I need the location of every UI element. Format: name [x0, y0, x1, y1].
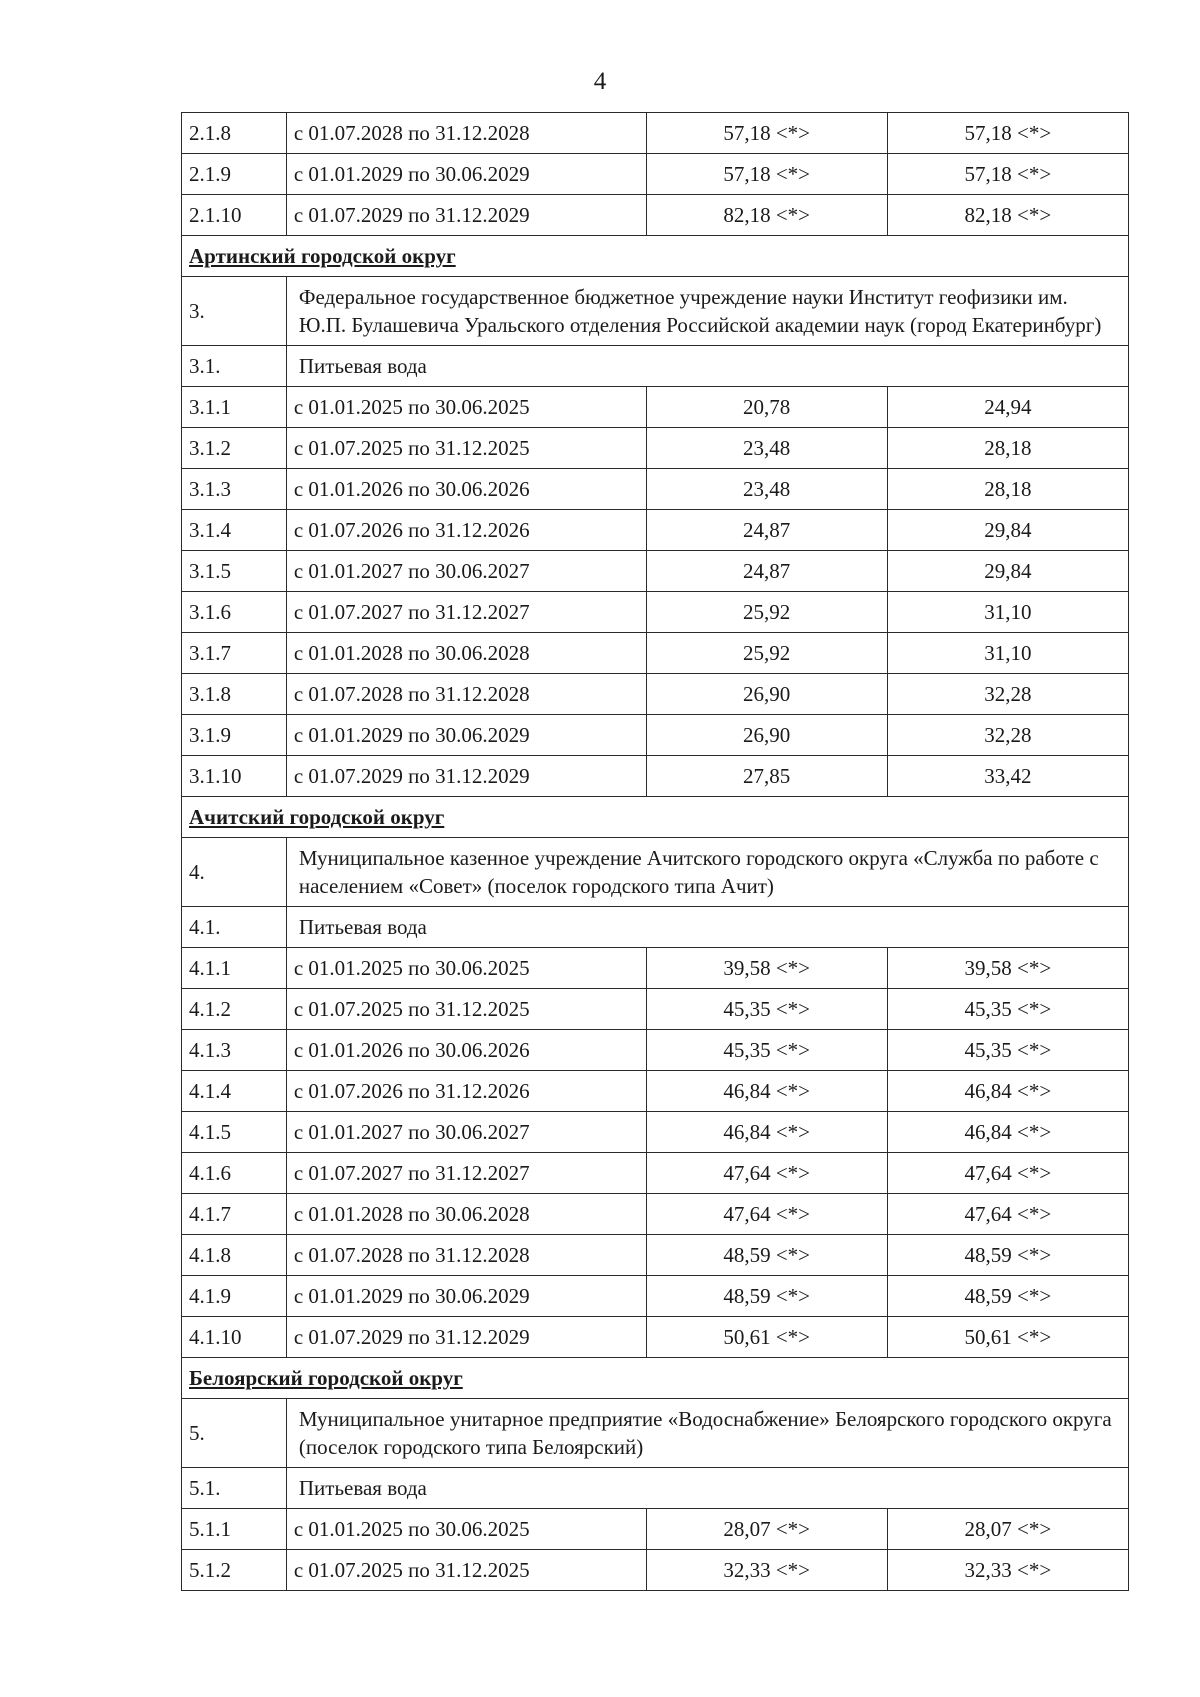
tariff-table — [181, 112, 1129, 1591]
service-number-cell: 3.1. — [182, 346, 287, 387]
row-number-cell: 4.1.6 — [182, 1153, 287, 1194]
tariff-value-vat-cell: 32,28 — [887, 715, 1128, 756]
period-cell: с 01.01.2028 по 30.06.2028 — [286, 633, 646, 674]
service-number-cell: 4.1. — [182, 907, 287, 948]
organization-name-cell: Муниципальное унитарное предприятие «Водоснабжение» Белоярского городского округа (поселок городского типа Белоярский) — [286, 1399, 1128, 1468]
period-cell: с 01.07.2026 по 31.12.2026 — [286, 510, 646, 551]
tariff-value-cell: 39,58 <*> — [646, 948, 887, 989]
tariff-value-vat-cell: 47,64 <*> — [887, 1153, 1128, 1194]
tariff-value-vat-cell: 50,61 <*> — [887, 1317, 1128, 1358]
period-cell: с 01.01.2029 по 30.06.2029 — [286, 154, 646, 195]
tariff-row — [182, 1071, 1129, 1112]
tariff-value-vat-cell: 82,18 <*> — [887, 195, 1128, 236]
tariff-value-vat-cell: 28,18 — [887, 428, 1128, 469]
period-cell: с 01.01.2028 по 30.06.2028 — [286, 1194, 646, 1235]
tariff-value-cell: 48,59 <*> — [646, 1235, 887, 1276]
service-row — [182, 1468, 1129, 1509]
tariff-value-vat-cell: 24,94 — [887, 387, 1128, 428]
tariff-value-vat-cell: 28,18 — [887, 469, 1128, 510]
tariff-value-vat-cell: 29,84 — [887, 551, 1128, 592]
row-number-cell: 4.1.2 — [182, 989, 287, 1030]
row-number-cell: 4.1.3 — [182, 1030, 287, 1071]
organization-number-cell: 4. — [182, 838, 287, 907]
tariff-row — [182, 1509, 1129, 1550]
tariff-value-cell: 47,64 <*> — [646, 1153, 887, 1194]
period-cell: с 01.01.2029 по 30.06.2029 — [286, 1276, 646, 1317]
tariff-value-cell: 23,48 — [646, 469, 887, 510]
service-name-cell: Питьевая вода — [286, 907, 1128, 948]
period-cell: с 01.01.2029 по 30.06.2029 — [286, 715, 646, 756]
tariff-row — [182, 633, 1129, 674]
row-number-cell: 3.1.6 — [182, 592, 287, 633]
tariff-value-cell: 57,18 <*> — [646, 113, 887, 154]
period-cell: с 01.07.2028 по 31.12.2028 — [286, 113, 646, 154]
tariff-value-vat-cell: 32,28 — [887, 674, 1128, 715]
tariff-row — [182, 551, 1129, 592]
period-cell: с 01.01.2025 по 30.06.2025 — [286, 1509, 646, 1550]
row-number-cell: 3.1.8 — [182, 674, 287, 715]
section-title: Ачитский городской округ — [189, 805, 445, 829]
tariff-value-cell: 48,59 <*> — [646, 1276, 887, 1317]
tariff-row — [182, 715, 1129, 756]
section-row — [182, 1358, 1129, 1399]
tariff-value-cell: 28,07 <*> — [646, 1509, 887, 1550]
period-cell: с 01.01.2025 по 30.06.2025 — [286, 948, 646, 989]
period-cell: с 01.07.2025 по 31.12.2025 — [286, 428, 646, 469]
tariff-table-body — [182, 113, 1129, 1591]
service-name-cell: Питьевая вода — [286, 346, 1128, 387]
tariff-row — [182, 1194, 1129, 1235]
tariff-row — [182, 154, 1129, 195]
tariff-value-vat-cell: 31,10 — [887, 592, 1128, 633]
tariff-row — [182, 1153, 1129, 1194]
tariff-row — [182, 1550, 1129, 1591]
service-number-cell: 5.1. — [182, 1468, 287, 1509]
tariff-value-vat-cell: 32,33 <*> — [887, 1550, 1128, 1591]
tariff-value-cell: 25,92 — [646, 633, 887, 674]
organization-number-cell: 3. — [182, 277, 287, 346]
page-number: 4 — [593, 68, 607, 95]
period-cell: с 01.01.2026 по 30.06.2026 — [286, 1030, 646, 1071]
tariff-value-cell: 24,87 — [646, 510, 887, 551]
organization-row — [182, 838, 1129, 907]
row-number-cell: 4.1.8 — [182, 1235, 287, 1276]
row-number-cell: 4.1.5 — [182, 1112, 287, 1153]
tariff-value-vat-cell: 46,84 <*> — [887, 1112, 1128, 1153]
tariff-row — [182, 1317, 1129, 1358]
period-cell: с 01.07.2025 по 31.12.2025 — [286, 989, 646, 1030]
row-number-cell: 3.1.3 — [182, 469, 287, 510]
tariff-value-vat-cell: 39,58 <*> — [887, 948, 1128, 989]
period-cell: с 01.07.2029 по 31.12.2029 — [286, 195, 646, 236]
row-number-cell: 4.1.9 — [182, 1276, 287, 1317]
organization-number-cell: 5. — [182, 1399, 287, 1468]
period-cell: с 01.01.2027 по 30.06.2027 — [286, 1112, 646, 1153]
period-cell: с 01.07.2025 по 31.12.2025 — [286, 1550, 646, 1591]
tariff-value-cell: 25,92 — [646, 592, 887, 633]
tariff-row — [182, 469, 1129, 510]
row-number-cell: 3.1.5 — [182, 551, 287, 592]
tariff-value-cell: 46,84 <*> — [646, 1071, 887, 1112]
period-cell: с 01.01.2025 по 30.06.2025 — [286, 387, 646, 428]
tariff-value-vat-cell: 33,42 — [887, 756, 1128, 797]
service-row — [182, 907, 1129, 948]
tariff-value-cell: 57,18 <*> — [646, 154, 887, 195]
tariff-value-cell: 26,90 — [646, 674, 887, 715]
organization-row — [182, 277, 1129, 346]
tariff-row — [182, 989, 1129, 1030]
tariff-value-cell: 20,78 — [646, 387, 887, 428]
period-cell: с 01.07.2029 по 31.12.2029 — [286, 756, 646, 797]
row-number-cell: 4.1.7 — [182, 1194, 287, 1235]
tariff-value-vat-cell: 57,18 <*> — [887, 154, 1128, 195]
row-number-cell: 5.1.2 — [182, 1550, 287, 1591]
period-cell: с 01.07.2028 по 31.12.2028 — [286, 1235, 646, 1276]
tariff-row — [182, 1112, 1129, 1153]
row-number-cell: 3.1.10 — [182, 756, 287, 797]
period-cell: с 01.07.2027 по 31.12.2027 — [286, 592, 646, 633]
tariff-value-vat-cell: 46,84 <*> — [887, 1071, 1128, 1112]
tariff-value-vat-cell: 48,59 <*> — [887, 1276, 1128, 1317]
row-number-cell: 3.1.4 — [182, 510, 287, 551]
period-cell: с 01.01.2026 по 30.06.2026 — [286, 469, 646, 510]
tariff-row — [182, 756, 1129, 797]
tariff-row — [182, 592, 1129, 633]
tariff-value-cell: 82,18 <*> — [646, 195, 887, 236]
tariff-value-cell: 24,87 — [646, 551, 887, 592]
section-title-cell — [182, 1358, 1129, 1399]
tariff-row — [182, 1235, 1129, 1276]
tariff-row — [182, 1030, 1129, 1071]
tariff-row — [182, 387, 1129, 428]
organization-name-cell: Муниципальное казенное учреждение Ачитского городского округа «Служба по работе с населением «Совет» (поселок городского типа Ачит) — [286, 838, 1128, 907]
row-number-cell: 4.1.10 — [182, 1317, 287, 1358]
tariff-value-vat-cell: 45,35 <*> — [887, 1030, 1128, 1071]
period-cell: с 01.07.2028 по 31.12.2028 — [286, 674, 646, 715]
tariff-value-cell: 45,35 <*> — [646, 989, 887, 1030]
period-cell: с 01.01.2027 по 30.06.2027 — [286, 551, 646, 592]
row-number-cell: 3.1.7 — [182, 633, 287, 674]
organization-name-cell: Федеральное государственное бюджетное учреждение науки Институт геофизики им. Ю.П. Булашевича Уральского отделения Российской академии наук (город Екатеринбург) — [286, 277, 1128, 346]
section-row — [182, 236, 1129, 277]
tariff-row — [182, 195, 1129, 236]
row-number-cell: 3.1.1 — [182, 387, 287, 428]
organization-row — [182, 1399, 1129, 1468]
tariff-value-cell: 32,33 <*> — [646, 1550, 887, 1591]
row-number-cell: 3.1.2 — [182, 428, 287, 469]
tariff-value-vat-cell: 57,18 <*> — [887, 113, 1128, 154]
tariff-value-vat-cell: 31,10 — [887, 633, 1128, 674]
tariff-row — [182, 510, 1129, 551]
section-title: Белоярский городской округ — [189, 1366, 463, 1390]
tariff-value-cell: 46,84 <*> — [646, 1112, 887, 1153]
section-row — [182, 797, 1129, 838]
tariff-value-cell: 23,48 — [646, 428, 887, 469]
tariff-row — [182, 1276, 1129, 1317]
tariff-value-vat-cell: 45,35 <*> — [887, 989, 1128, 1030]
section-title-cell — [182, 797, 1129, 838]
service-row — [182, 346, 1129, 387]
period-cell: с 01.07.2029 по 31.12.2029 — [286, 1317, 646, 1358]
tariff-value-cell: 50,61 <*> — [646, 1317, 887, 1358]
tariff-value-cell: 45,35 <*> — [646, 1030, 887, 1071]
tariff-row — [182, 948, 1129, 989]
row-number-cell: 2.1.8 — [182, 113, 287, 154]
row-number-cell: 2.1.9 — [182, 154, 287, 195]
period-cell: с 01.07.2027 по 31.12.2027 — [286, 1153, 646, 1194]
period-cell: с 01.07.2026 по 31.12.2026 — [286, 1071, 646, 1112]
tariff-value-cell: 27,85 — [646, 756, 887, 797]
tariff-value-vat-cell: 48,59 <*> — [887, 1235, 1128, 1276]
row-number-cell: 3.1.9 — [182, 715, 287, 756]
row-number-cell: 4.1.4 — [182, 1071, 287, 1112]
row-number-cell: 4.1.1 — [182, 948, 287, 989]
section-title-cell — [182, 236, 1129, 277]
tariff-value-cell: 26,90 — [646, 715, 887, 756]
row-number-cell: 2.1.10 — [182, 195, 287, 236]
tariff-value-vat-cell: 47,64 <*> — [887, 1194, 1128, 1235]
tariff-row — [182, 674, 1129, 715]
tariff-row — [182, 428, 1129, 469]
tariff-value-vat-cell: 29,84 — [887, 510, 1128, 551]
service-name-cell: Питьевая вода — [286, 1468, 1128, 1509]
row-number-cell: 5.1.1 — [182, 1509, 287, 1550]
section-title: Артинский городской округ — [189, 244, 456, 268]
tariff-value-vat-cell: 28,07 <*> — [887, 1509, 1128, 1550]
tariff-row — [182, 113, 1129, 154]
tariff-value-cell: 47,64 <*> — [646, 1194, 887, 1235]
